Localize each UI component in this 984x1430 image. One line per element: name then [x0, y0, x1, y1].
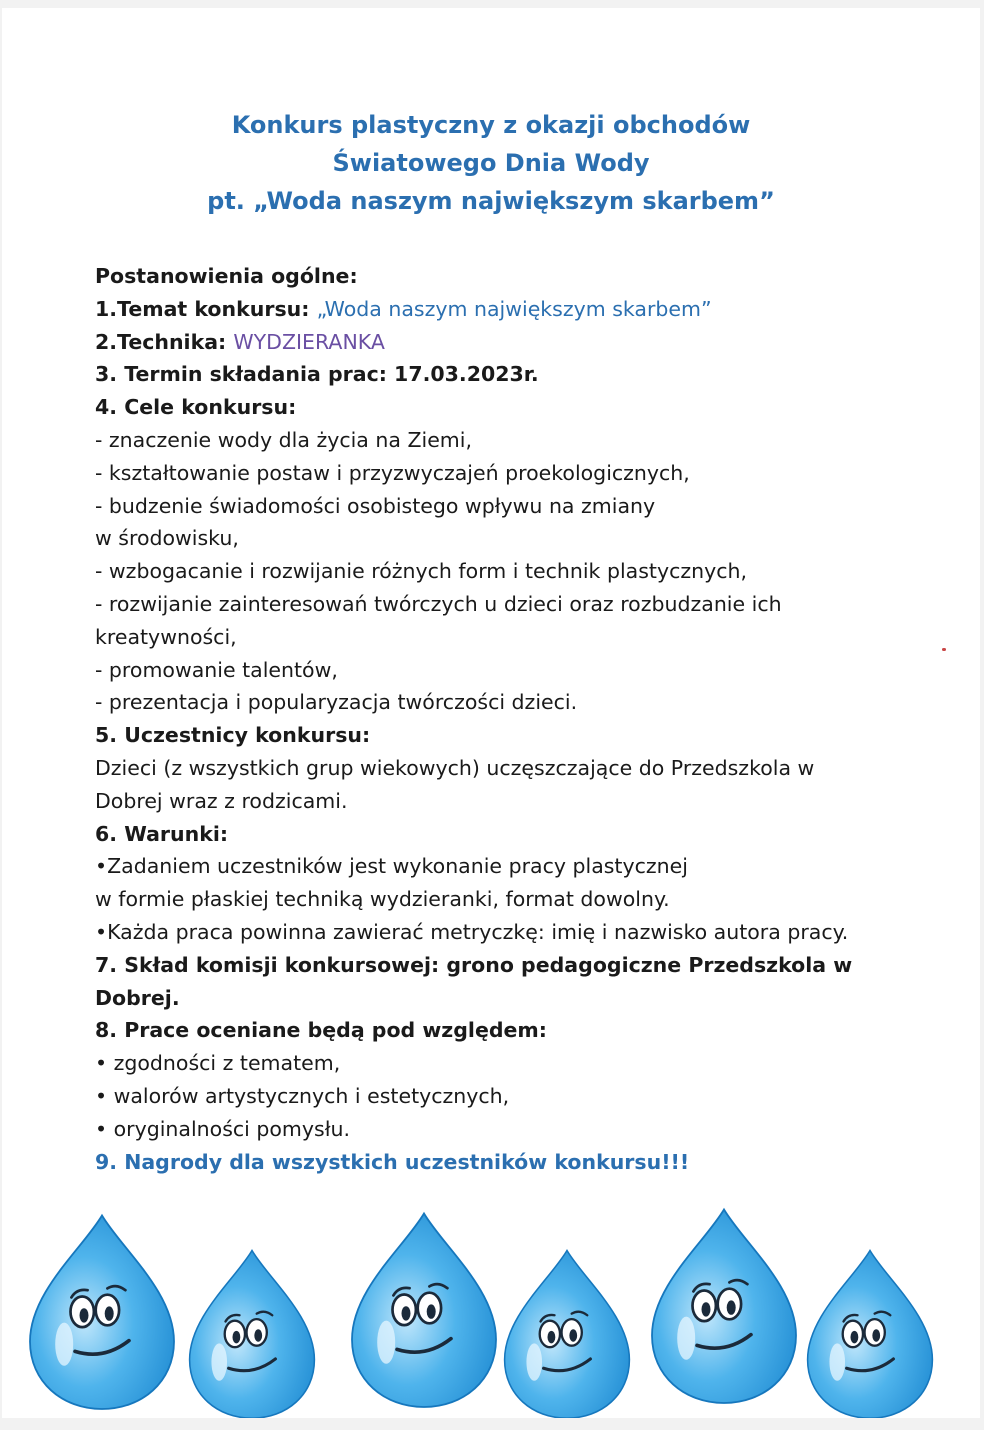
smiling-water-drop-icon: [505, 1251, 630, 1419]
topic-value: „Woda naszym największym skarbem”: [316, 296, 712, 321]
condition-item: •Zadaniem uczestników jest wykonanie pracy plastycznej: [95, 854, 688, 879]
goal-item: - promowanie talentów,: [95, 657, 338, 682]
goal-item: - rozwijanie zainteresowań twórczych u dzieci oraz rozbudzanie ich: [95, 591, 782, 616]
water-drops-decoration: [2, 1198, 980, 1418]
topic-label: 1.Temat konkursu:: [95, 296, 317, 321]
deadline-line: 3. Termin składania prac: 17.03.2023r.: [95, 362, 539, 387]
title-line-3: pt. „Woda naszym największym skarbem”: [207, 187, 775, 215]
rules-body: [95, 260, 955, 1178]
goal-item: - prezentacja i popularyzacja twórczości dzieci.: [95, 690, 578, 715]
topic-line: [95, 293, 955, 326]
condition-item: •Każda praca powinna zawierać metryczkę: imię i nazwisko autora pracy.: [95, 919, 849, 944]
smiling-water-drop-icon: [808, 1251, 933, 1419]
scan-speck: [942, 648, 946, 651]
document-page: [2, 8, 980, 1418]
condition-item: w formie płaskiej techniką wydzieranki, format dowolny.: [95, 887, 670, 912]
participants-text: Dzieci (z wszystkich grup wiekowych) uczęszczające do Przedszkola w: [95, 755, 815, 780]
smiling-water-drop-icon: [352, 1214, 496, 1408]
criteria-item: • walorów artystycznych i estetycznych,: [95, 1083, 510, 1108]
goals-heading: 4. Cele konkursu:: [95, 395, 297, 420]
criteria-item: • oryginalności pomysłu.: [95, 1116, 351, 1141]
smiling-water-drop-icon: [190, 1251, 315, 1419]
rules-heading: Postanowienia ogólne:: [95, 264, 358, 288]
technique-line: [95, 326, 955, 359]
title-line-1: Konkurs plastyczny z okazji obchodów: [231, 111, 751, 139]
prizes-line: 9. Nagrody dla wszystkich uczestników konkursu!!!: [95, 1149, 690, 1174]
document-title: [2, 106, 980, 220]
conditions-heading: 6. Warunki:: [95, 821, 229, 846]
criteria-heading: 8. Prace oceniane będą pod względem:: [95, 1018, 547, 1043]
criteria-item: • zgodności z tematem,: [95, 1051, 341, 1076]
technique-label: 2.Technika:: [95, 329, 234, 354]
technique-value: WYDZIERANKA: [233, 329, 385, 354]
committee-line: 7. Skład komisji konkursowej: grono pedagogiczne Przedszkola w: [95, 952, 853, 977]
goal-item: - kształtowanie postaw i przyzwyczajeń proekologicznych,: [95, 460, 690, 485]
goal-item: w środowisku,: [95, 526, 239, 551]
goal-item: - znaczenie wody dla życia na Ziemi,: [95, 427, 472, 452]
goal-item: - wzbogacanie i rozwijanie różnych form i technik plastycznych,: [95, 559, 748, 584]
smiling-water-drop-icon: [30, 1216, 174, 1410]
participants-heading: 5. Uczestnicy konkursu:: [95, 723, 371, 748]
smiling-water-drop-icon: [652, 1210, 796, 1404]
participants-text: Dobrej wraz z rodzicami.: [95, 788, 348, 813]
title-line-2: Światowego Dnia Wody: [332, 149, 650, 177]
committee-line: Dobrej.: [95, 985, 180, 1010]
goal-item: - budzenie świadomości osobistego wpływu na zmiany: [95, 493, 656, 518]
goal-item: kreatywności,: [95, 624, 237, 649]
